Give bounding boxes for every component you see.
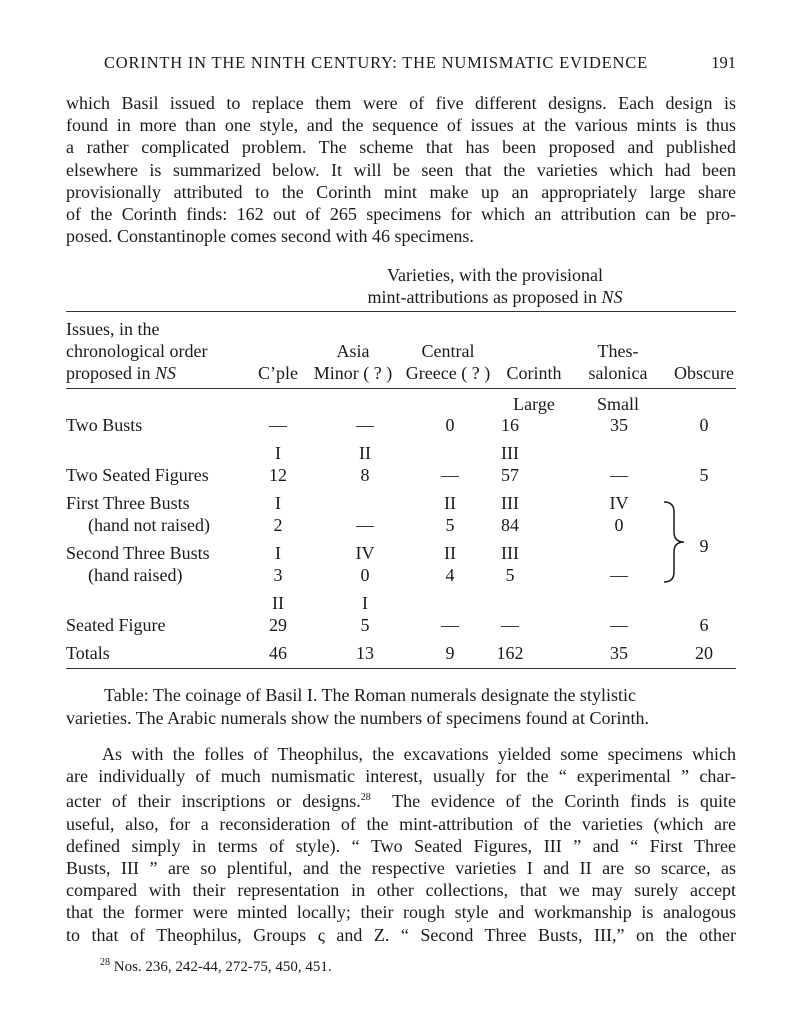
- ns-abbrev: NS: [155, 363, 177, 383]
- cell-variety: III: [501, 543, 519, 563]
- cell-note: Small: [596, 394, 639, 414]
- table-title: [300, 264, 690, 308]
- caption-line: varieties. The Arabic numerals show the numbers of specimens found at Corinth.: [66, 708, 650, 728]
- cell-variety: II: [444, 493, 456, 513]
- row-label-totals: Totals: [66, 643, 110, 663]
- row-label-two-seated-figures: Two Seated Figures: [66, 465, 209, 485]
- col-header-obscure: Obscure: [674, 363, 734, 383]
- text-line: As with the folles of Theophilus, the excavations yielded some specimens which: [102, 744, 736, 764]
- cell-total: 46: [269, 643, 287, 663]
- cell-value: 0: [445, 415, 455, 435]
- issues-column-header: [66, 318, 207, 384]
- cell-variety: I: [362, 593, 368, 613]
- cell-value: —: [501, 615, 519, 635]
- text-line: Busts, III ” are so plentiful, and the respective varieties I and II are so scarce, as: [66, 858, 736, 879]
- cell-value: 5: [699, 465, 709, 485]
- footnote-reference: 28: [360, 792, 371, 804]
- text-line: which Basil issued to replace them were of five different designs. Each design is: [66, 93, 736, 113]
- cell-value: 84: [501, 515, 519, 535]
- cell-value: 0: [614, 515, 624, 535]
- text-line: elsewhere is summarized below. It will be seen that the varieties which had been: [66, 159, 736, 180]
- cell-value: 3: [273, 565, 283, 585]
- cell-variety: I: [275, 443, 281, 463]
- footnote: [100, 957, 332, 976]
- row-label-two-busts: Two Busts: [66, 415, 143, 435]
- row-label-seated-figure: Seated Figure: [66, 615, 166, 635]
- text-line: are individually of much numismatic interest, usually for the “ experimental ” char-: [66, 766, 736, 787]
- col-header-cple: C’ple: [258, 363, 298, 383]
- cell-value: —: [610, 565, 628, 585]
- cell-value: 0: [699, 415, 709, 435]
- cell-value: —: [610, 615, 628, 635]
- cell-variety: II: [444, 543, 456, 563]
- header-line: chronological order: [66, 341, 208, 361]
- cell-value: 0: [360, 565, 370, 585]
- cell-value: —: [441, 615, 459, 635]
- cell-total: 13: [356, 643, 374, 663]
- cell-value: 57: [501, 465, 519, 485]
- table-title-line: Varieties, with the provisional: [387, 265, 603, 285]
- cell-variety: II: [272, 593, 284, 613]
- cell-total: 162: [496, 643, 524, 663]
- cell-total: 35: [610, 643, 628, 663]
- paragraph-finds: [66, 743, 736, 946]
- cell-variety: I: [275, 493, 281, 513]
- col-header-thessalonica: Thes- salonica: [588, 341, 648, 383]
- cell-value-grouped: 9: [699, 536, 709, 556]
- caption-line: Table: The coinage of Basil I. The Roman numerals designate the stylistic: [104, 685, 636, 705]
- table-top-rule: [66, 311, 736, 312]
- header-line: Issues, in the: [66, 319, 160, 339]
- cell-value: 29: [269, 615, 287, 635]
- row-sublabel: (hand raised): [88, 565, 183, 585]
- cell-variety: IV: [355, 543, 375, 563]
- text-line: provisionally attributed to the Corinth mint make up an appropriately large share: [66, 181, 736, 202]
- cell-value: 16: [501, 415, 519, 435]
- cell-value: 8: [360, 465, 370, 485]
- table-bottom-rule: [66, 668, 736, 669]
- row-label-second-three-busts: Second Three Busts: [66, 543, 210, 563]
- running-header: [104, 53, 736, 73]
- cell-variety: III: [501, 443, 519, 463]
- cell-value: —: [356, 415, 374, 435]
- cell-note: Large: [513, 394, 555, 414]
- cell-total: 9: [445, 643, 455, 663]
- cell-value: —: [610, 465, 628, 485]
- text-line: a rather complicated problem. The scheme that has been proposed and published: [66, 137, 736, 158]
- cell-variety: II: [359, 443, 371, 463]
- page-number: 191: [711, 53, 736, 72]
- cell-value: 5: [445, 515, 455, 535]
- cell-value: —: [441, 465, 459, 485]
- text-line: that the former were minted locally; their rough style and workmanship is analogous: [66, 902, 736, 923]
- cell-value: —: [356, 515, 374, 535]
- paragraph-intro: [66, 92, 736, 247]
- footnote-marker: 28: [100, 957, 110, 968]
- col-header-asia-minor: Asia Minor ( ? ): [313, 341, 393, 383]
- text-line: to that of Theophilus, Groups ς and Z. “ Second Three Busts, III,” on the other: [66, 924, 736, 945]
- text-line: compared with their representation in other collections, that we may surely accept: [66, 880, 736, 901]
- text-line: defined simply in terms of style). “ Two Seated Figures, III ” and “ First Three: [66, 835, 736, 856]
- header-line-ns: proposed in NS: [66, 363, 177, 383]
- cell-value: —: [269, 415, 287, 435]
- ns-abbrev: NS: [601, 287, 623, 307]
- cell-total: 20: [695, 643, 713, 663]
- text-line: of the Corinth finds: 162 out of 265 specimens for which an attribution can be pro-: [66, 204, 736, 225]
- text-line-with-note: acter of their inscriptions or designs.$^{28}$ The evidence of the Corinth finds is quite: [66, 791, 736, 812]
- row-label-first-three-busts: First Three Busts: [66, 493, 190, 513]
- text-line: useful, also, for a reconsideration of the mint-attribution of the varieties (which are: [66, 813, 736, 834]
- cell-variety: III: [501, 493, 519, 513]
- col-header-central-greece: Central Greece ( ? ): [405, 341, 491, 383]
- table-caption: [66, 684, 650, 730]
- cell-value: 4: [445, 565, 455, 585]
- cell-value: 12: [269, 465, 287, 485]
- cell-variety: I: [275, 543, 281, 563]
- table-header-rule: [66, 388, 736, 389]
- table-title-line-2: mint-attributions as proposed in NS: [367, 287, 623, 307]
- col-header-corinth: Corinth: [506, 363, 562, 383]
- cell-value: 35: [610, 415, 628, 435]
- row-sublabel: (hand not raised): [88, 515, 210, 535]
- footnote-text: Nos. 236, 242-44, 272-75, 450, 451.: [113, 959, 332, 975]
- cell-variety: IV: [609, 493, 629, 513]
- text-line: found in more than one style, and the sequence of issues at the various mints is thus: [66, 115, 736, 136]
- cell-value: 5: [505, 565, 515, 585]
- cell-value: 6: [699, 615, 709, 635]
- running-title: CORINTH IN THE NINTH CENTURY: THE NUMISMATIC EVIDENCE: [104, 53, 648, 72]
- text-line: posed. Constantinople comes second with 46 specimens.: [66, 226, 474, 247]
- cell-value: 2: [273, 515, 283, 535]
- cell-value: 5: [360, 615, 370, 635]
